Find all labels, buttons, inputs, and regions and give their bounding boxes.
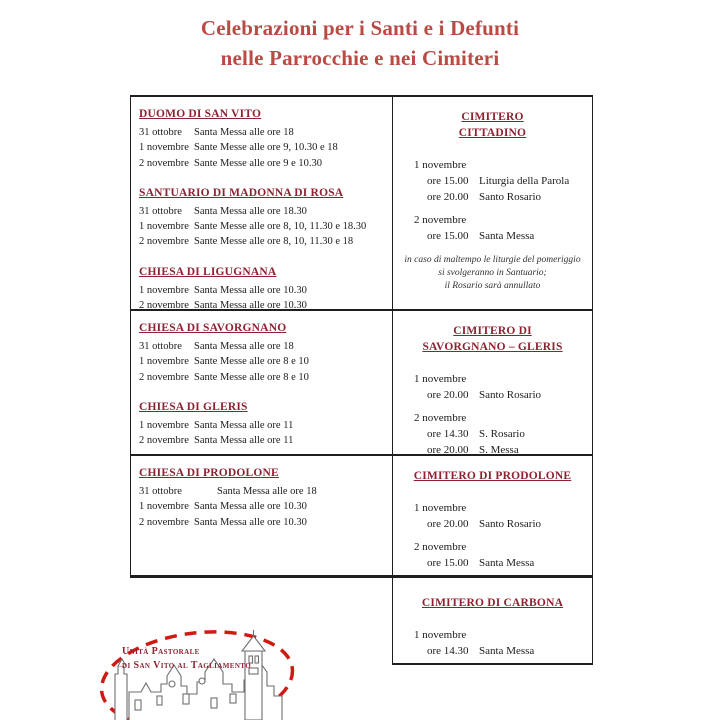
schedule-date: 1 novembre (414, 159, 467, 171)
schedule-event: Santo Rosario (479, 389, 542, 401)
parish-name-heading: CHIESA DI SAVORGNANO (139, 322, 287, 334)
schedule-date: 1 novembre (414, 502, 467, 514)
parish-section (139, 265, 388, 314)
schedule-event: Santa Messa alle ore 18 (217, 486, 317, 497)
weather-note-line: in caso di maltempo le liturgie del pomeriggio (404, 255, 581, 265)
parish-cell-savorgnano (131, 311, 392, 452)
parish-name-heading: CHIESA DI LIGUGNANA (139, 265, 277, 278)
cemetery-name-line: CIMITERO (461, 111, 524, 123)
schedule-event: Sante Messe alle ore 8, 10, 11.30 e 18.30 (194, 221, 367, 233)
schedule-date: 31 ottobre (139, 341, 182, 352)
schedule-day (414, 539, 586, 571)
schedule-event: Sante Messe alle ore 9 e 10.30 (194, 157, 323, 169)
schedule-time: ore 15.00 (427, 230, 469, 242)
cemetery-cell-carbona (393, 578, 592, 661)
schedule-row (414, 173, 586, 189)
schedule-event: Santa Messa alle ore 18.30 (194, 205, 307, 217)
schedule-day (414, 500, 586, 532)
schedule-date: 2 novembre (139, 300, 189, 312)
page-title (0, 13, 720, 73)
schedule-row (139, 204, 388, 219)
weather-note (399, 254, 586, 293)
schedule-time: ore 15.00 (427, 175, 469, 187)
schedule-row (139, 354, 388, 369)
schedule-row (139, 156, 388, 171)
schedule-row (414, 555, 586, 571)
town-skyline-icon (115, 630, 282, 720)
schedule-event: Sante Messe alle ore 8 e 10 (194, 356, 309, 368)
schedule-event: Santa Messa alle ore 10.30 (194, 284, 307, 296)
parish-section (139, 186, 388, 250)
schedule-event: Liturgia della Parola (479, 175, 570, 187)
cemetery-name-heading (399, 323, 586, 355)
cemetery-name-line: CIMITERO DI PRODOLONE (413, 470, 572, 482)
parish-name-heading: DUOMO DI SAN VITO (139, 108, 262, 120)
schedule-date: 1 novembre (139, 501, 189, 513)
schedule-row (139, 484, 388, 499)
schedule-event: Santa Messa (479, 557, 535, 569)
schedule-date: 1 novembre (139, 356, 189, 368)
schedule-time: ore 15.00 (427, 557, 469, 569)
schedule-event: Santa Messa alle ore 11 (194, 435, 294, 447)
schedule-date: 31 ottobre (139, 486, 182, 497)
parish-cell-san-vito (131, 97, 392, 312)
schedule-event: Santa Messa alle ore 18 (194, 341, 294, 352)
schedule-day (414, 410, 586, 458)
schedule-row (414, 189, 586, 205)
logo-text-line-2: di San Vito al Tagliamento (122, 659, 252, 671)
schedule-day (414, 212, 586, 244)
schedule-row (139, 140, 388, 155)
schedule-event: Sante Messe alle ore 8, 10, 11.30 e 18 (194, 236, 354, 248)
schedule-date: 31 ottobre (139, 205, 182, 217)
schedule-row (414, 516, 586, 532)
cemetery-name-line: CIMITERO DI (453, 325, 532, 337)
cemetery-schedule (399, 500, 586, 571)
cemetery-name-line: SAVORGNANO – GLERIS (422, 341, 563, 353)
cemetery-schedule (399, 371, 586, 458)
title-line-1: Celebrazioni per i Santi e i Defunti (200, 16, 520, 40)
schedule-time: ore 20.00 (427, 389, 469, 401)
weather-note-line: il Rosario sarà annullato (444, 281, 541, 291)
parish-name-heading: SANTUARIO DI MADONNA DI ROSA (139, 186, 344, 199)
schedule-date: 1 novembre (139, 419, 189, 431)
parish-name-heading: CHIESA DI PRODOLONE (139, 467, 279, 479)
schedule-event: Santo Rosario (479, 191, 542, 203)
parish-section (139, 107, 388, 171)
parish-section (139, 466, 388, 530)
schedule-time: ore 20.00 (427, 518, 469, 530)
schedule-event: Santa Messa (479, 645, 535, 657)
schedule-event: Santa Messa alle ore 10.30 (194, 300, 307, 312)
logo-text-line-1: Unità Pastorale (122, 646, 200, 657)
schedule-event: Santa Messa alle ore 10.30 (194, 501, 307, 513)
schedule-event: Santa Messa alle ore 18 (194, 127, 294, 138)
parish-section (139, 400, 388, 449)
schedule-date: 2 novembre (139, 516, 189, 528)
table-border-right (592, 95, 593, 665)
schedule-date: 2 novembre (139, 435, 189, 447)
schedule-date: 1 novembre (414, 629, 467, 641)
cemetery-name-heading (399, 595, 586, 611)
schedule-row (414, 426, 586, 442)
logo-text (122, 645, 251, 672)
schedule-row (139, 234, 388, 249)
schedule-date: 1 novembre (139, 221, 189, 233)
schedule-row (139, 219, 388, 234)
schedule-date: 31 ottobre (139, 127, 182, 138)
schedule-row (139, 339, 388, 354)
schedule-row (414, 643, 586, 659)
schedule-date: 2 novembre (139, 157, 189, 169)
schedule-event: Sante Messe alle ore 9, 10.30 e 18 (194, 142, 338, 154)
schedule-row (139, 433, 388, 448)
schedule-row (139, 499, 388, 514)
schedule-row (139, 370, 388, 385)
cemetery-schedule (399, 627, 586, 659)
weather-note-line: si svolgeranno in Santuario; (438, 268, 547, 278)
schedule-event: S. Rosario (479, 428, 525, 440)
schedule-time: ore 14.30 (427, 645, 469, 657)
schedule-date: 2 novembre (414, 214, 467, 226)
schedule-row (139, 125, 388, 140)
cemetery-name-line: CIMITERO DI CARBONA (421, 597, 564, 609)
schedule-event: Sante Messe alle ore 8 e 10 (194, 371, 309, 383)
schedule-date: 1 novembre (414, 373, 467, 385)
schedule-date: 2 novembre (139, 236, 189, 248)
schedule-date: 2 novembre (139, 371, 189, 383)
table-border-bottom-right (392, 663, 593, 665)
schedule-row (414, 387, 586, 403)
title-line-2: nelle Parrocchie e nei Cimiteri (220, 46, 500, 70)
cemetery-cell-cittadino (393, 97, 592, 307)
cemetery-schedule (399, 157, 586, 244)
schedule-time: ore 20.00 (427, 444, 469, 456)
schedule-date: 1 novembre (139, 142, 189, 154)
schedule-date: 2 novembre (414, 412, 467, 424)
schedule-event: S. Messa (479, 444, 519, 456)
schedule-event: Santa Messa (479, 230, 535, 242)
schedule-day (414, 627, 586, 659)
schedule-row (139, 283, 388, 298)
schedule-event: Santo Rosario (479, 518, 542, 530)
schedule-day (414, 157, 586, 205)
cemetery-name-line: CITTADINO (458, 127, 527, 139)
parish-logo (95, 618, 305, 720)
parish-cell-prodolone (131, 456, 392, 573)
schedule-date: 1 novembre (139, 284, 189, 296)
cemetery-cell-prodolone (393, 456, 592, 573)
cemetery-cell-savorgnano-gleris (393, 311, 592, 456)
schedule-event: Santa Messa alle ore 11 (194, 419, 294, 431)
schedule-row (414, 228, 586, 244)
schedule-event: Santa Messa alle ore 10.30 (194, 516, 307, 528)
schedule-row (139, 515, 388, 530)
schedule-time: ore 20.00 (427, 191, 469, 203)
schedule-time: ore 14.30 (427, 428, 469, 440)
schedule-day (414, 371, 586, 403)
schedule-row (139, 418, 388, 433)
cemetery-name-heading (399, 109, 586, 141)
cemetery-name-heading (399, 468, 586, 484)
schedule-date: 2 novembre (414, 541, 467, 553)
parish-name-heading: CHIESA DI GLERIS (139, 400, 248, 413)
parish-section (139, 321, 388, 385)
